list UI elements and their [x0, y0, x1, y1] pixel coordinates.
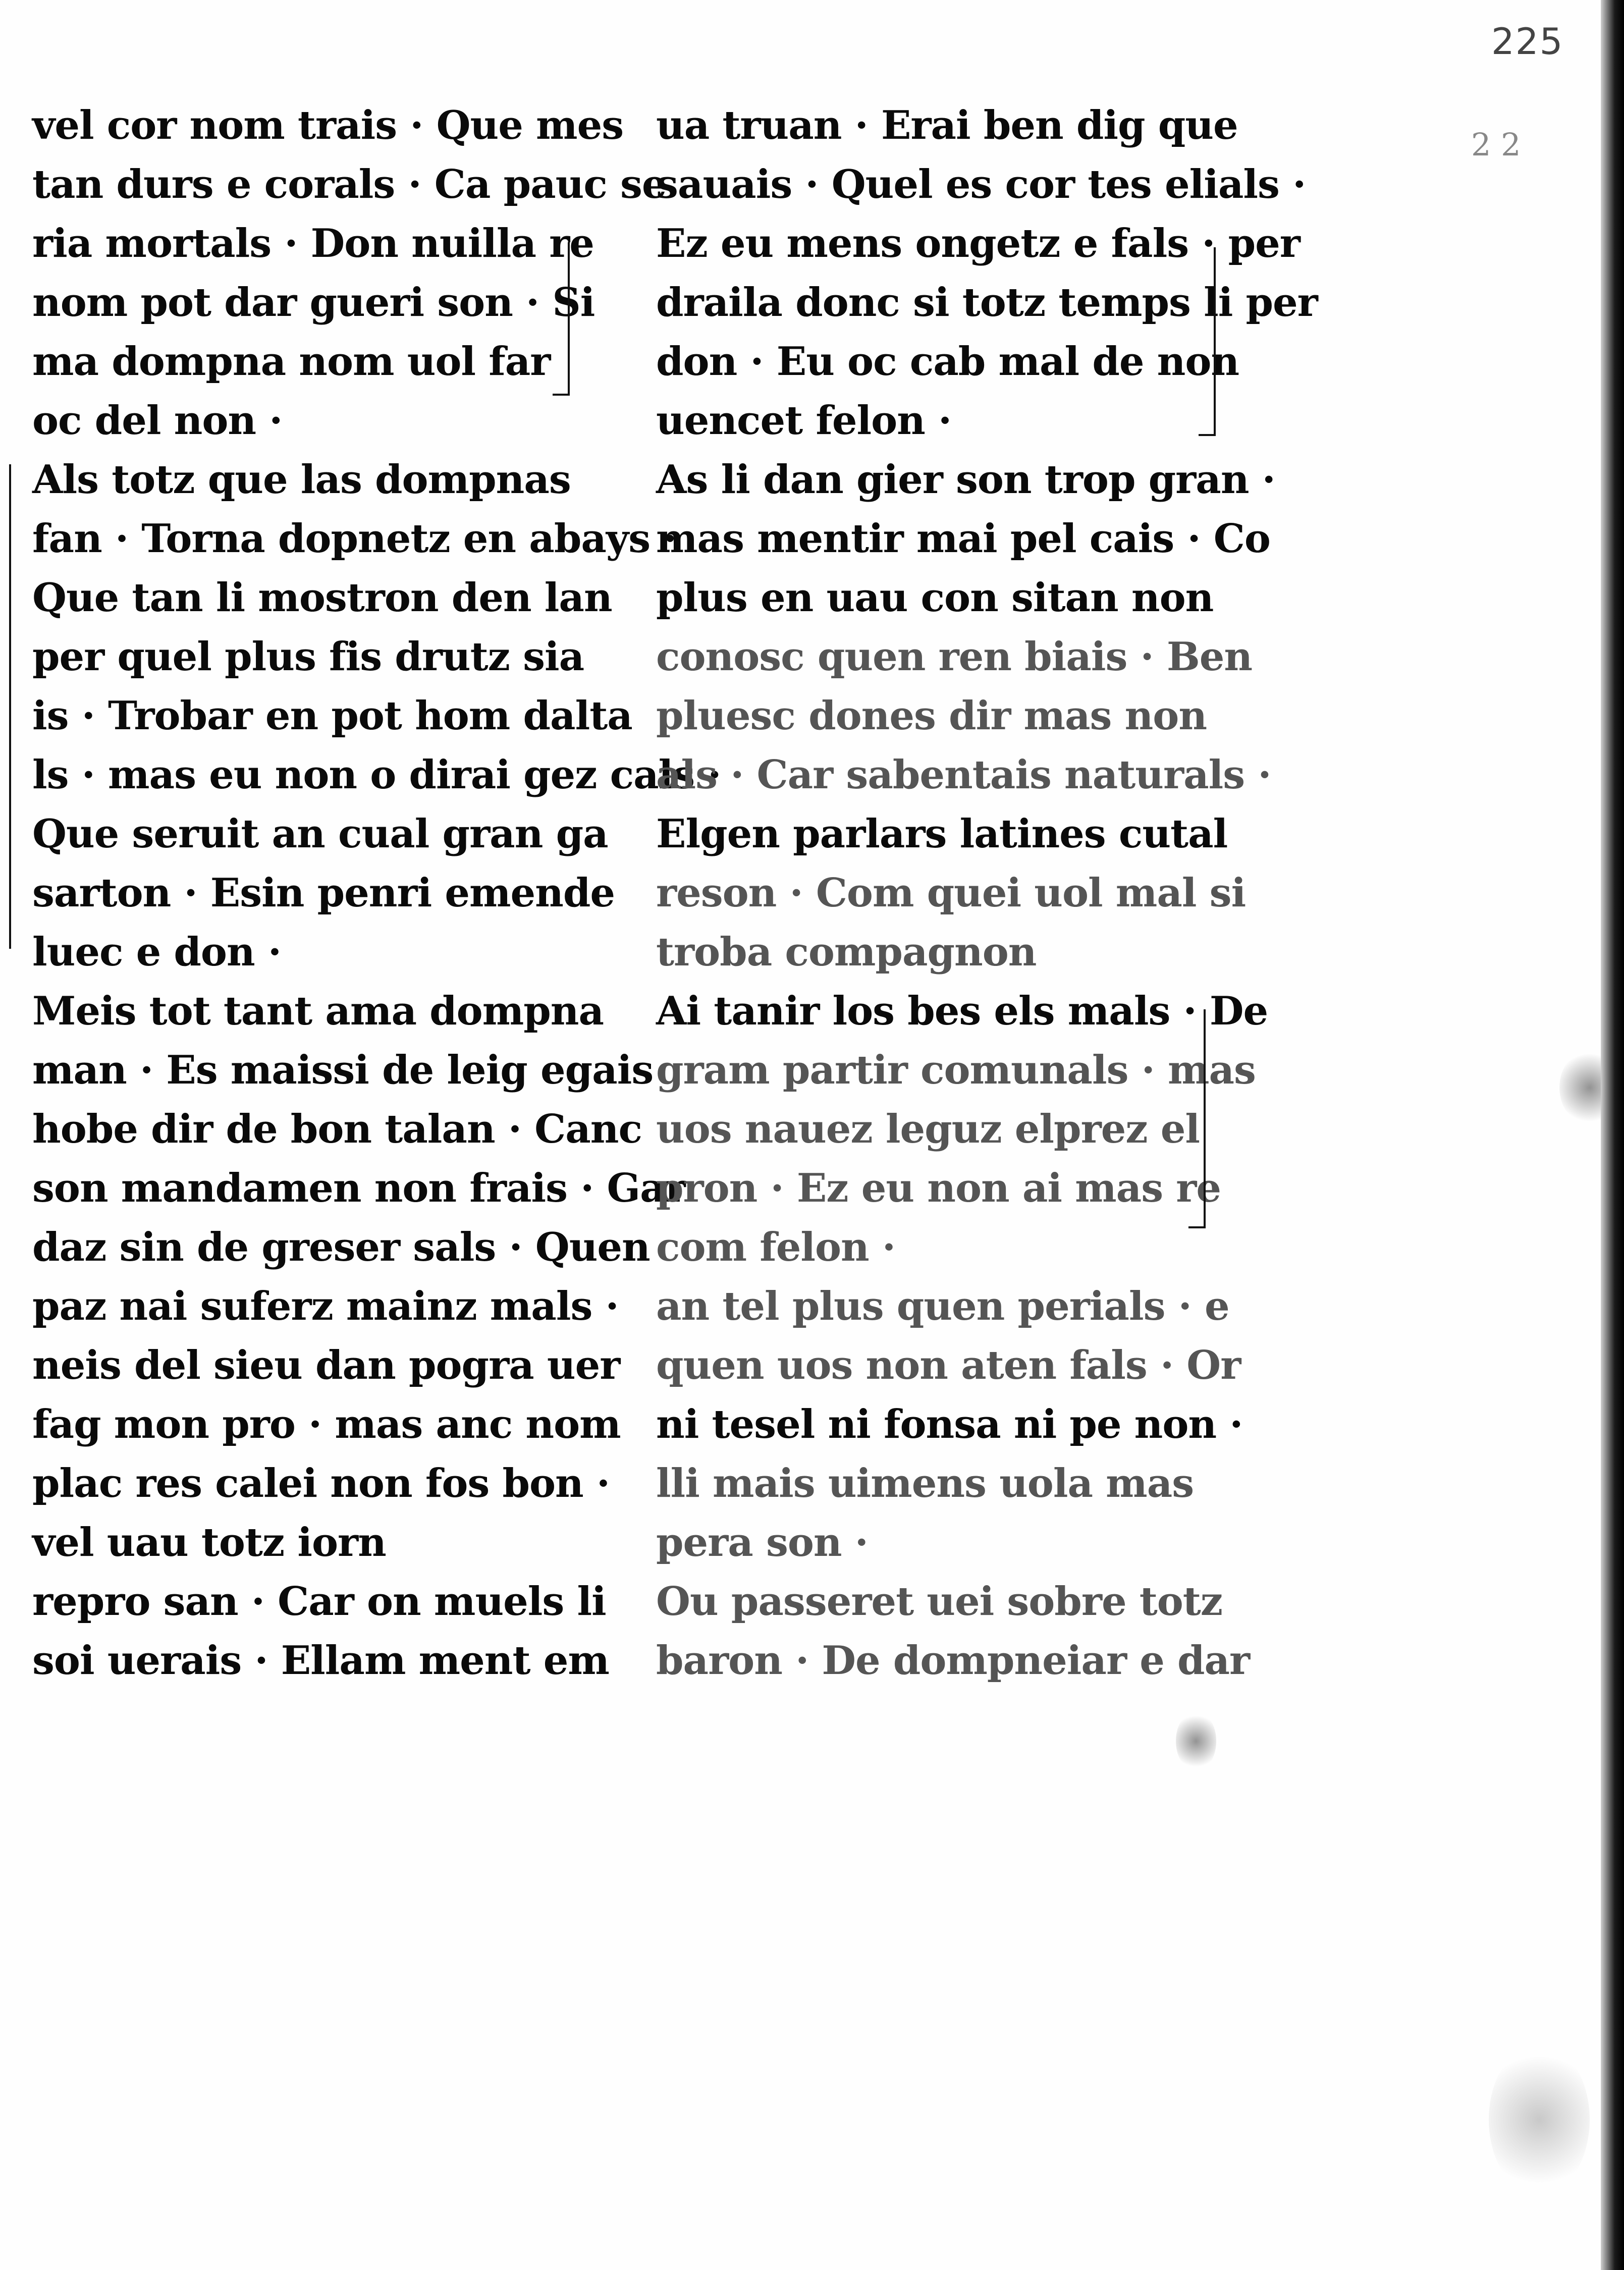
text-line: Ai tanir los bes els mals · De [656, 988, 1268, 1034]
text-line: uencet felon · [656, 398, 952, 444]
text-line: repro san · Car on muels li [32, 1579, 606, 1625]
text-line: ua truan · Erai ben dig que [656, 102, 1238, 148]
folio-number: 225 [1491, 20, 1564, 63]
text-line: ma dompna nom uol far [32, 339, 551, 385]
text-line: ni tesel ni fonsa ni pe non · [656, 1401, 1243, 1447]
text-line: vel cor nom trais · Que mes [32, 102, 624, 148]
text-line: quen uos non aten fals · Or [656, 1342, 1241, 1388]
text-line: oc del non · [32, 398, 283, 444]
text-line: plac res calei non fos bon · [32, 1461, 610, 1506]
text-line: neis del sieu dan pogra uer [32, 1342, 620, 1388]
text-line: man · Es maissi de leig egais [32, 1047, 654, 1093]
text-line: fan · Torna dopnetz en abays · [32, 516, 677, 562]
text-line: troba compagnon [656, 929, 1037, 975]
text-line: Elgen parlars latines cutal [656, 811, 1228, 857]
text-line: Que seruit an cual gran ga [32, 811, 608, 857]
binding-edge [1601, 0, 1624, 2270]
text-line: pluesc dones dir mas non [656, 693, 1207, 739]
text-line: plus en uau con sitan non [656, 575, 1214, 621]
text-line: fag mon pro · mas anc nom [32, 1401, 621, 1447]
margin-bracket [9, 464, 21, 949]
margin-bracket [1188, 1009, 1206, 1228]
text-line: Ou passeret uei sobre totz [656, 1579, 1223, 1625]
left-column [32, 96, 721, 1690]
stain [1489, 2044, 1590, 2195]
text-line: don · Eu oc cab mal de non [656, 339, 1239, 385]
text-line: soi uerais · Ellam ment em [32, 1638, 609, 1684]
right-column [656, 96, 1318, 1690]
text-line: als · Car sabentais naturals · [656, 752, 1271, 798]
text-line: ria mortals · Don nuilla re [32, 221, 594, 266]
stain [1176, 1711, 1216, 1771]
text-line: lli mais uimens uola mas [656, 1461, 1194, 1506]
margin-bracket [553, 242, 570, 396]
text-line: daz sin de greser sals · Quen [32, 1224, 650, 1270]
text-line: tan durs e corals · Ca pauc se [32, 161, 667, 207]
text-line: vel uau totz iorn [32, 1520, 386, 1565]
text-line: com felon · [656, 1224, 896, 1270]
text-line: Als totz que las dompnas [32, 457, 571, 503]
text-line: draila donc si totz temps li per [656, 280, 1318, 326]
text-line: son mandamen non frais · Gar [32, 1165, 685, 1211]
text-line: paz nai suferz mainz mals · [32, 1283, 619, 1329]
text-line: pera son · [656, 1520, 868, 1565]
text-line: uos nauez leguz elprez el [656, 1106, 1200, 1152]
text-line: As li dan gier son trop gran · [656, 457, 1275, 503]
text-line: luec e don · [32, 929, 281, 975]
text-line: reson · Com quei uol mal si [656, 870, 1246, 916]
text-line: per quel plus fis drutz sia [32, 634, 584, 680]
text-line: an tel plus quen perials · e [656, 1283, 1229, 1329]
text-line: sauais · Quel es cor tes elials · [656, 161, 1306, 207]
text-line: sarton · Esin penri emende [32, 870, 615, 916]
text-line: Meis tot tant ama dompna [32, 988, 604, 1034]
text-line: hobe dir de bon talan · Canc [32, 1106, 642, 1152]
text-line: ls · mas eu non o dirai gez cals · [32, 752, 721, 798]
text-line: is · Trobar en pot hom dalta [32, 693, 632, 739]
margin-bracket [1199, 247, 1216, 436]
text-line: baron · De dompneiar e dar [656, 1638, 1250, 1684]
text-line: pron · Ez eu non ai mas re [656, 1165, 1221, 1211]
text-line: gram partir comunals · mas [656, 1047, 1256, 1093]
text-line: Ez eu mens ongetz e fals · per [656, 221, 1300, 266]
text-line: Que tan li mostron den lan [32, 575, 612, 621]
text-line: conosc quen ren biais · Ben [656, 634, 1253, 680]
text-line: nom pot dar gueri son · Si [32, 280, 595, 326]
text-line: mas mentir mai pel cais · Co [656, 516, 1270, 562]
folio-number-old: 2 2 [1471, 126, 1521, 163]
